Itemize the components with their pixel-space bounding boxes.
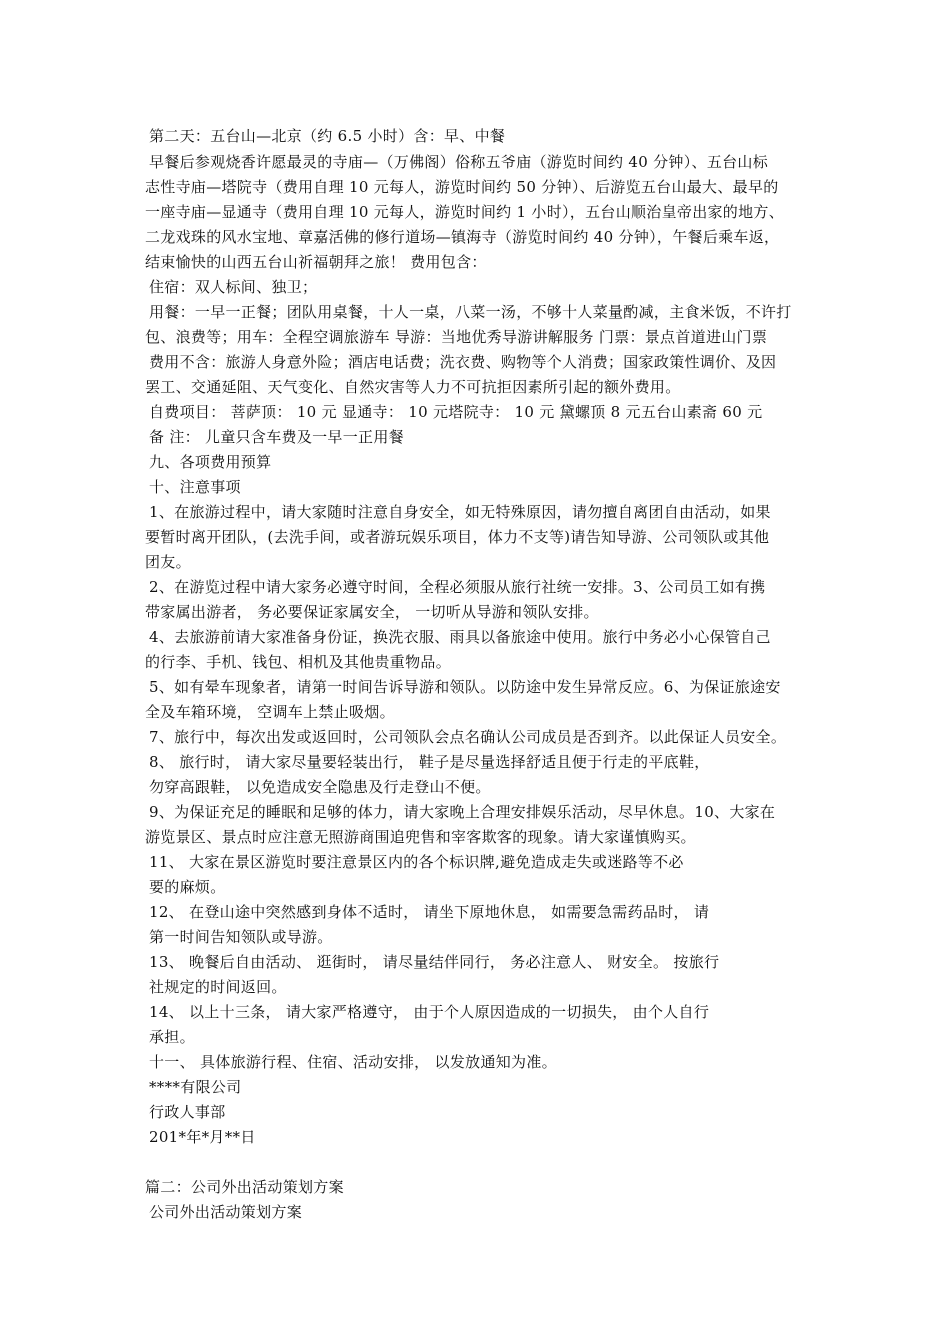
note-item-line: 7、旅行中，每次出发或返回时，公司领队会点名确认公司成员是否到齐。以此保证人员安全。 xyxy=(149,728,787,746)
note-item-line: 承担。 xyxy=(149,1028,195,1046)
note-item-line: 14、 以上十三条， 请大家严格遵守， 由于个人原因造成的一切损失， 由个人自行 xyxy=(149,1003,710,1021)
document-date: 201*年*月**日 xyxy=(149,1128,256,1146)
note-item-line: 4、去旅游前请大家准备身份证，换洗衣服、雨具以备旅途中使用。旅行中务必小心保管自己 xyxy=(149,628,771,646)
company-name: ****有限公司 xyxy=(149,1078,242,1096)
note-item-line: 9、为保证充足的睡眠和足够的体力，请大家晚上合理安排娱乐活动，尽早休息。10、大家在 xyxy=(149,803,776,821)
itinerary-paragraph-line: 早餐后参观烧香许愿最灵的寺庙—（万佛阁）俗称五爷庙（游览时间约 40 分钟）、五台山标 xyxy=(149,153,769,171)
remarks-line: 备 注： 儿童只含车费及一早一正用餐 xyxy=(149,428,404,446)
section-heading-budget: 九、各项费用预算 xyxy=(149,453,272,471)
note-item-line: 社规定的时间返回。 xyxy=(149,978,287,996)
itinerary-paragraph-line: 志性寺庙—塔院寺（费用自理 10 元每人，游览时间约 50 分钟）、后游览五台山最大、最早的 xyxy=(145,178,779,196)
itinerary-paragraph-line: 二龙戏珠的风水宝地、章嘉活佛的修行道场—镇海寺（游览时间约 40 分钟），午餐后乘车返， xyxy=(145,228,780,246)
article-two-heading: 篇二：公司外出活动策划方案 xyxy=(145,1178,344,1196)
note-item-line: 第一时间告知领队或导游。 xyxy=(149,928,333,946)
note-item-line: 全及车箱环境， 空调车上禁止吸烟。 xyxy=(145,703,395,721)
note-item-line: 5、如有晕车现象者，请第一时间告诉导游和领队。以防途中发生异常反应。6、为保证旅途安 xyxy=(149,678,781,696)
note-item-line: 2、在游览过程中请大家务必遵守时间，全程必须服从旅行社统一安排。3、公司员工如有携 xyxy=(149,578,766,596)
note-item-line: 带家属出游者， 务必要保证家属安全， 一切听从导游和领队安排。 xyxy=(145,603,599,621)
note-item-line: 要的麻烦。 xyxy=(149,878,226,896)
exclusions-line: 罢工、交通延阻、天气变化、自然灾害等人力不可抗拒因素所引起的额外费用。 xyxy=(145,378,681,396)
department-name: 行政人事部 xyxy=(149,1103,226,1121)
itinerary-paragraph-line: 一座寺庙—显通寺（费用自理 10 元每人，游览时间约 1 小时），五台山顺治皇帝出家的地方、 xyxy=(145,203,785,221)
day-two-heading: 第二天：五台山—北京（约 6.5 小时）含：早、中餐 xyxy=(149,127,506,145)
note-item-line: 11、 大家在景区游览时要注意景区内的各个标识牌,避免造成走失或迷路等不必 xyxy=(149,853,684,871)
note-item-line: 12、 在登山途中突然感到身体不适时， 请坐下原地休息， 如需要急需药品时， 请 xyxy=(149,903,710,921)
note-item-line: 8、 旅行时， 请大家尽量要轻装出行， 鞋子是尽量选择舒适且便于行走的平底鞋， xyxy=(149,753,710,771)
note-item-line: 游览景区、景点时应注意无照游商围追兜售和宰客欺客的现象。请大家谨慎购买。 xyxy=(145,828,696,846)
note-item-line: 13、 晚餐后自由活动、 逛街时， 请尽量结伴同行， 务必注意人、 财安全。 按旅行 xyxy=(149,953,720,971)
itinerary-paragraph-line: 结束愉快的山西五台山祈福朝拜之旅！ 费用包含： xyxy=(145,253,487,271)
section-heading-notes: 十、注意事项 xyxy=(149,478,241,496)
exclusions-line: 费用不含：旅游人身意外险；酒店电话费；洗衣费、购物等个人消费；国家政策性调价、及因 xyxy=(149,353,777,371)
article-two-title: 公司外出活动策划方案 xyxy=(149,1203,303,1221)
accommodation-line: 住宿：双人标间、独卫； xyxy=(149,278,318,296)
optional-items-line: 自费项目： 菩萨顶： 10 元 显通寺： 10 元塔院寺： 10 元 黛螺顶 8 元五台山素斋 60 元 xyxy=(149,403,763,421)
note-item-line: 勿穿高跟鞋， 以免造成安全隐患及行走登山不便。 xyxy=(149,778,491,796)
meals-line: 用餐：一早一正餐；团队用桌餐，十人一桌，八菜一汤，不够十人菜量酌减，主食米饭，不许打 xyxy=(149,303,792,321)
note-item-line: 要暂时离开团队，(去洗手间，或者游玩娱乐项目，体力不支等)请告知导游、公司领队或其他 xyxy=(145,528,770,546)
note-item-line: 1、在旅游过程中，请大家随时注意自身安全，如无特殊原因，请勿擅自离团自由活动，如果 xyxy=(149,503,771,521)
note-item-line: 的行李、手机、钱包、相机及其他贵重物品。 xyxy=(145,653,452,671)
section-heading-arrangement: 十一、 具体旅游行程、住宿、活动安排， 以发放通知为准。 xyxy=(149,1053,557,1071)
meals-line: 包、浪费等；用车：全程空调旅游车 导游：当地优秀导游讲解服务 门票：景点首道进山门票 xyxy=(145,328,768,346)
note-item-line: 团友。 xyxy=(145,553,191,571)
